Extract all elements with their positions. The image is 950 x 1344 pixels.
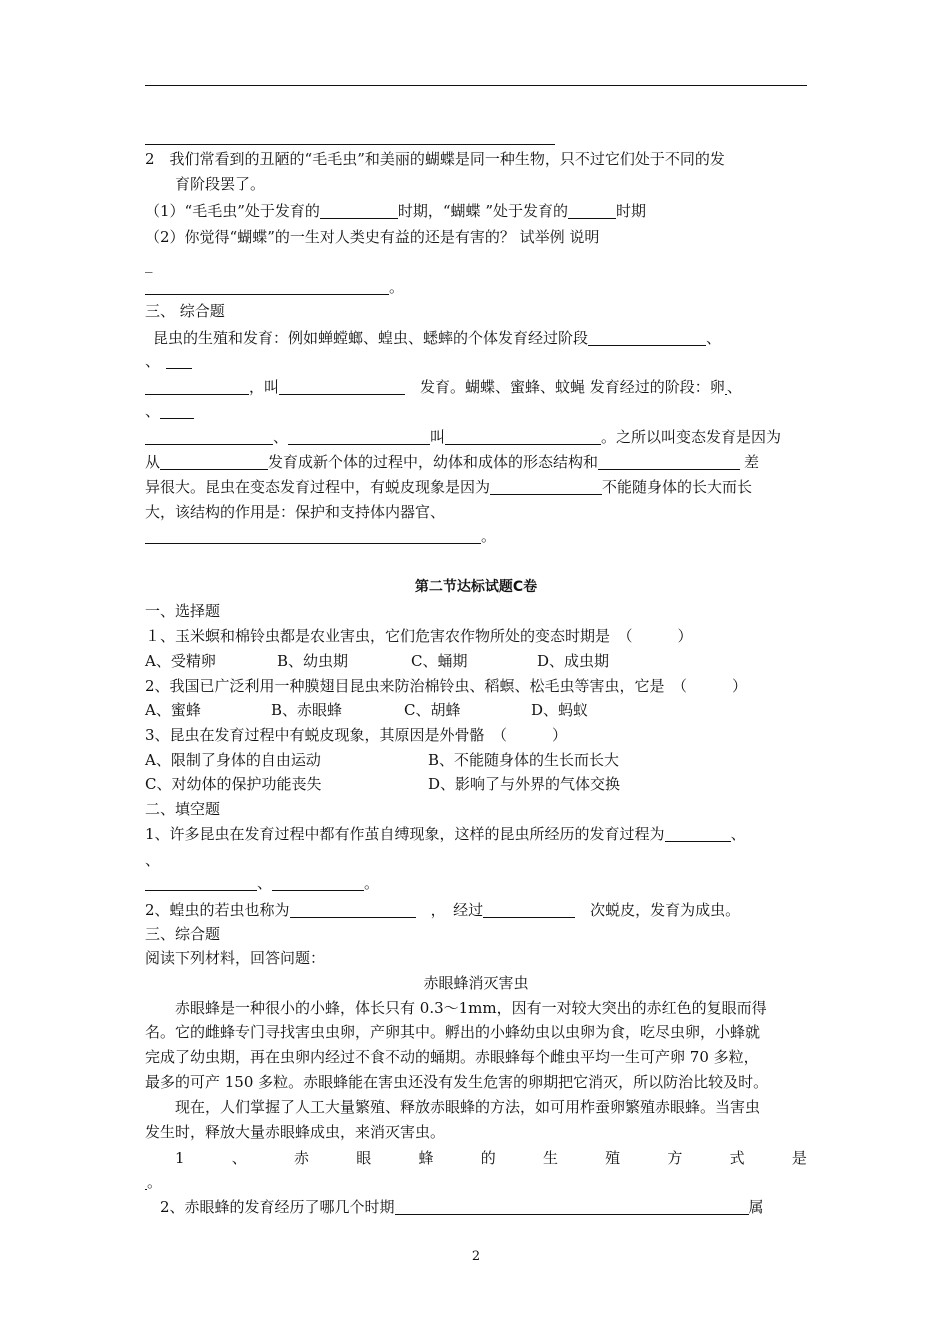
q2-sub2: （2）你觉得“蝴蝶”的一生对人类史有益的还是有害的？ 试举例 说明 — [145, 228, 600, 246]
synthesis-heading: 三、综合题 — [145, 925, 221, 943]
blank[interactable] — [160, 402, 194, 419]
answer-line — [145, 144, 555, 145]
blank[interactable] — [145, 278, 389, 295]
option[interactable]: D、蚂蚁 — [531, 701, 589, 719]
blank[interactable] — [145, 378, 249, 395]
option[interactable]: D、成虫期 — [537, 652, 610, 670]
blank[interactable] — [272, 874, 364, 891]
option[interactable]: C、蛹期 — [411, 652, 468, 670]
fill-q1-blanks: 、 。 — [145, 873, 379, 895]
top-rule — [145, 85, 807, 86]
blank[interactable] — [145, 527, 481, 544]
section-heading: 三、 综合题 — [145, 302, 225, 320]
option[interactable]: C、对幼体的保护功能丧失 — [145, 775, 322, 793]
choice-q1: １、玉米螟和棉铃虫都是农业害虫，它们危害农作物所处的变态时期是 （ ） — [145, 627, 693, 645]
blank[interactable] — [490, 478, 602, 495]
choice-q3: 3、昆虫在发育过程中有蜕皮现象，其原因是外骨骼 （ ） — [145, 726, 568, 744]
sec3-line1: 昆虫的生殖和发育：例如蝉螳螂、蝗虫、蟋蟀的个体发育经过阶段 、 — [153, 329, 722, 347]
sec3-line3: ，叫 发育。蝴蝶、蜜蜂、蚊蝇 发育经过的阶段：卵 、 — [145, 377, 742, 399]
sec3-line2: 、 — [145, 351, 192, 373]
blank[interactable] — [395, 1198, 749, 1215]
sec3-line9: 。 — [145, 526, 496, 548]
article-line: 现在，人们掌握了人工大量繁殖、释放赤眼蜂的方法，如可用柞蚕卵繁殖赤眼蜂。当害虫 — [145, 1098, 761, 1116]
blank[interactable] — [160, 453, 268, 470]
option[interactable]: A、蜜蜂 — [145, 701, 201, 719]
option[interactable]: B、不能随身体的生长而长大 — [428, 751, 620, 769]
blank[interactable] — [166, 352, 192, 369]
option[interactable]: C、胡蜂 — [404, 701, 461, 719]
sec3-line4: 、 — [145, 401, 194, 423]
fill-heading: 二、填空题 — [145, 800, 221, 818]
blank[interactable] — [445, 428, 601, 445]
q2-line2: 育阶段罢了。 — [175, 175, 266, 193]
blank[interactable] — [665, 825, 731, 842]
fill-q1: 1、许多昆虫在发育过程中都有作茧自缚现象，这样的昆虫所经历的发育过程为 、 — [145, 825, 746, 843]
section-title: 第二节达标试题C卷 — [414, 579, 538, 595]
article-line: 最多的可产 150 多粒。赤眼蜂能在害虫还没有发生危害的卵期把它消灭，所以防治比较及时。 — [145, 1073, 769, 1091]
blank[interactable] — [588, 329, 706, 346]
sec3-line6: 从 发育成新个体的过程中，幼体和成体的形态结构和 差 — [145, 453, 760, 471]
q2-dash: _ — [145, 255, 153, 273]
sec3-line7: 异很大。昆虫在变态发育过程中，有蜕皮现象是因为 不能随身体的长大而长 — [145, 478, 753, 496]
blank[interactable] — [279, 378, 405, 395]
sec3-line5: 、 叫 。之所以叫变态发育是因为 — [145, 427, 781, 449]
article-line: 发生时，释放大量赤眼蜂成虫，来消灭害虫。 — [145, 1123, 446, 1141]
comp-q2: 2、赤眼蜂的发育经历了哪几个时期 属 — [145, 1198, 764, 1216]
comp-q1: 1 、 赤 眼 蜂 的 生 殖 方 式 是 — [175, 1149, 807, 1167]
choice-q2-options — [145, 700, 588, 722]
sec3-line8: 大，该结构的作用是：保护和支持体内器官、 — [145, 503, 446, 521]
choice-q3-options-ab — [145, 750, 619, 772]
article-line: 赤眼蜂是一种很小的小蜂，体长只有 0.3～1mm，因有一对较大突出的赤红色的复眼而得 — [145, 999, 767, 1017]
fill-q2: 2、蝗虫的若虫也称为 ， 经过 次蜕皮，发育为成虫。 — [145, 901, 741, 919]
article-title: 赤眼蜂消灭害虫 — [423, 974, 529, 992]
option[interactable]: B、幼虫期 — [277, 652, 349, 670]
option[interactable]: D、影响了与外界的气体交换 — [428, 775, 621, 793]
blank[interactable] — [598, 453, 740, 470]
article-line: 完成了幼虫期，再在虫卵内经过不食不动的蛹期。赤眼蜂每个雌虫平均一生可产卵 70 多粒， — [145, 1048, 759, 1066]
fill-q1-cont: 、 — [145, 851, 161, 869]
choice-heading: 一、选择题 — [145, 602, 221, 620]
option[interactable]: A、限制了身体的自由运动 — [145, 751, 321, 769]
option[interactable]: B、赤眼蜂 — [271, 701, 343, 719]
option[interactable]: A、受精卵 — [145, 652, 216, 670]
choice-q1-options — [145, 651, 609, 673]
blank[interactable] — [320, 202, 398, 219]
blank[interactable] — [288, 428, 430, 445]
blank[interactable] — [290, 901, 416, 918]
page-number: 2 — [471, 1249, 481, 1264]
choice-q2: 2、我国已广泛利用一种膜翅目昆虫来防治棉铃虫、稻螟、松毛虫等害虫，它是 （ ） — [145, 677, 748, 695]
article-line: 名。它的雌蜂专门寻找害虫虫卵，产卵其中。孵出的小蜂幼虫以虫卵为食，吃尽虫卵，小蜂就 — [145, 1023, 761, 1041]
choice-q3-options-cd — [145, 774, 620, 796]
comp-q1-end: 。 — [147, 1173, 163, 1191]
blank[interactable] — [145, 428, 273, 445]
blank[interactable] — [568, 202, 616, 219]
q2-sub1: （1）“毛毛虫”处于发育的 时期，“蝴蝶 ”处于发育的 时期 — [145, 202, 647, 220]
q2-answer: 。 — [145, 277, 404, 299]
blank[interactable] — [483, 901, 575, 918]
blank[interactable] — [145, 874, 257, 891]
q2-line1: 2 我们常看到的丑陋的“毛毛虫”和美丽的蝴蝶是同一种生物，只不过它们处于不同的发 — [145, 150, 725, 168]
read-instruction: 阅读下列材料，回答问题： — [145, 949, 326, 967]
